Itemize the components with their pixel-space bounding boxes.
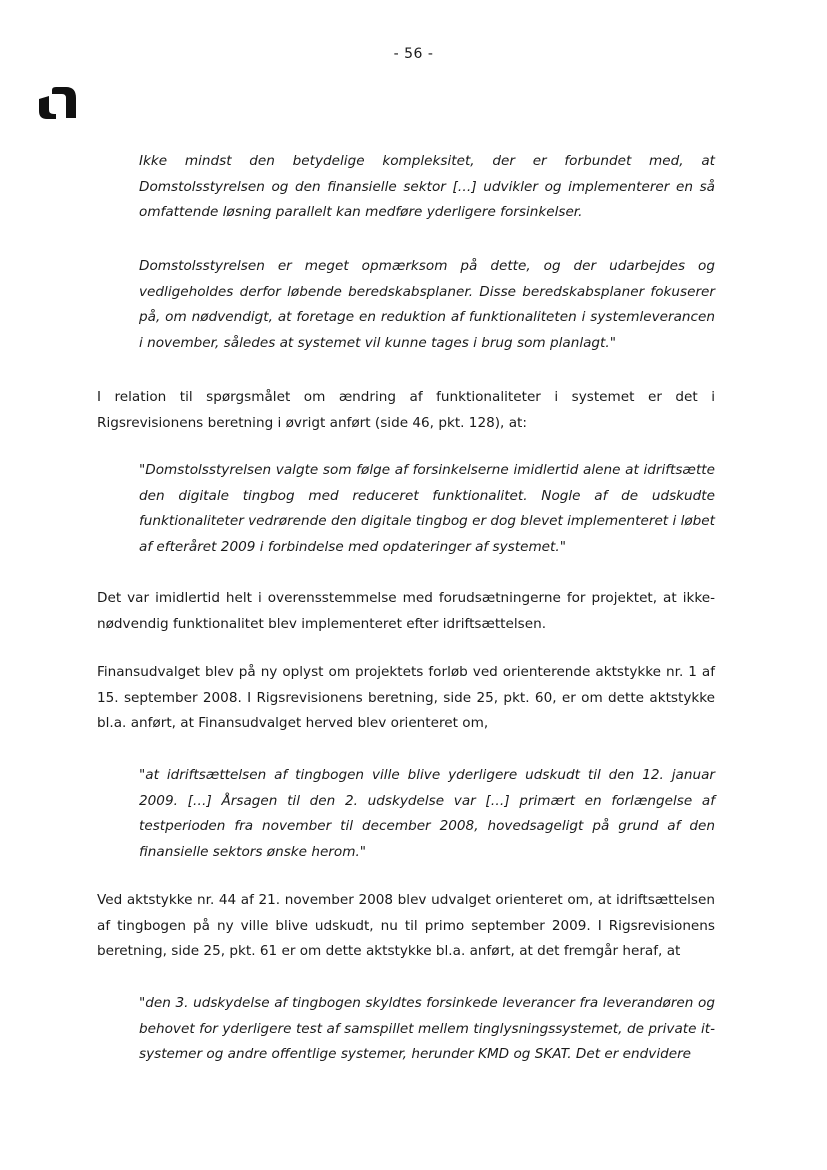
page-number: - 56 -	[393, 46, 434, 62]
body-paragraph: Ved aktstykke nr. 44 af 21. november 2008 blev udvalget orienteret om, at idriftsættelsen af tingbogen på ny ville blive udskudt, nu til primo september 2009. I Rigsrevisionens beretning, side 25, pkt. 61 er om dette aktstykke bl.a. anført, at det fremgår heraf, at	[97, 892, 715, 959]
body-paragraph: I relation til spørgsmålet om ændring af funktionaliteter i systemet er det i Rigsrevisionens beretning i øvrigt anført (side 46, pkt. 128), at:	[97, 389, 715, 431]
quote-paragraph: Domstolsstyrelsen er meget opmærksom på dette, og der udarbejdes og vedligeholdes derfor løbende beredskabsplaner. Disse beredskabsplaner fokuserer på, om nødvendigt, at foretage en reduktion af funktionaliteten i systemleverancen i november, således at systemet vil kunne tages i brug som planlagt."	[139, 258, 715, 351]
quote-paragraph: "den 3. udskydelse af tingbogen skyldtes forsinkede leverancer fra leverandøren og behovet for yderligere test af samspillet mellem tinglysningssystemet, de private it-systemer og andre offentlige systemer, herunder KMD og SKAT. Det er endvidere	[139, 995, 715, 1062]
body-paragraph: Finansudvalget blev på ny oplyst om projektets forløb ved orienterende aktstykke nr. 1 af 15. september 2008. I Rigsrevisionens beretning, side 25, pkt. 60, er om dette aktstykke bl.a. anført, at Finansudvalget herved blev orienteret om,	[97, 664, 715, 731]
quote-paragraph: "Domstolsstyrelsen valgte som følge af forsinkelserne imidlertid alene at idriftsætte den digitale tingbog med reduceret funktionalitet. Nogle af de udskudte funktionaliteter vedrørende den digitale tingbog er dog blevet implementeret i løbet af efteråret 2009 i forbindelse med opdateringer af systemet."	[139, 462, 715, 555]
quote-paragraph: Ikke mindst den betydelige kompleksitet, der er forbundet med, at Domstolsstyrelsen og den finansielle sektor […] udvikler og implementerer en så omfattende løsning parallelt kan medføre yderligere forsinkelser.	[139, 153, 715, 220]
logo-right-stroke	[52, 87, 76, 118]
organization-logo-icon	[36, 86, 78, 120]
quote-paragraph: "at idriftsættelsen af tingbogen ville blive yderligere udskudt til den 12. januar 2009. […] Årsagen til den 2. udskydelse var […] primært en forlængelse af testperioden fra november til december 2008, hovedsageligt på grund af den finansielle sektors ønske herom."	[139, 767, 715, 860]
logo-left-stroke	[39, 96, 56, 119]
body-paragraph: Det var imidlertid helt i overensstemmelse med forudsætningerne for projektet, at ikke-nødvendig funktionalitet blev implementeret efter idriftsættelsen.	[97, 590, 715, 632]
